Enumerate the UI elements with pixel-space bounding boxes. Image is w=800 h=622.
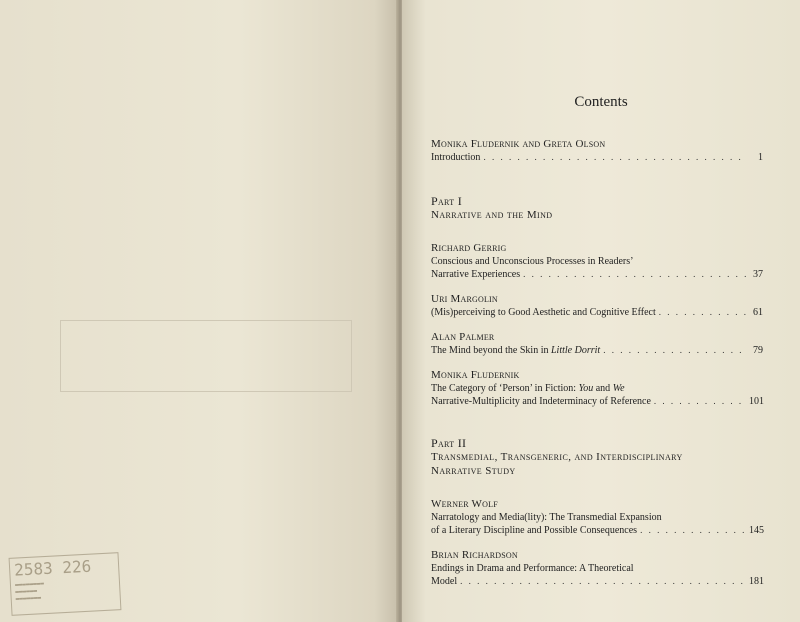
toc-entry-gerrig xyxy=(431,242,763,281)
toc-page-number: 79 xyxy=(753,345,763,356)
toc-author: Brian Richardson xyxy=(431,549,518,561)
toc-entry-wolf xyxy=(431,498,763,537)
toc-author: Uri Margolin xyxy=(431,293,498,305)
toc-title: Introduction xyxy=(431,152,481,163)
leader-dots xyxy=(640,524,746,537)
left-page xyxy=(0,0,398,622)
toc-page-number: 145 xyxy=(749,525,764,536)
part-title: Transmedial, Transgeneric, and Interdisciplinary xyxy=(431,451,683,463)
stamp-number: 2583 226 xyxy=(13,556,92,580)
toc-title: Narratology and Media(lity): The Transmedial Expansion xyxy=(431,512,662,523)
library-stamp: 2583 226 ▬▬▬▬▬▬▬▬ ▬▬▬▬▬▬ ▬▬▬▬▬▬▬ xyxy=(9,552,122,616)
leader-dots xyxy=(460,575,746,588)
toc-page-number: 101 xyxy=(749,396,764,407)
toc-author: Werner Wolf xyxy=(431,498,498,510)
toc-author: Alan Palmer xyxy=(431,331,495,343)
table-of-contents xyxy=(431,138,763,588)
toc-title-text: The Mind beyond the Skin in xyxy=(431,345,551,356)
toc-title-italic: We xyxy=(612,383,625,394)
toc-author: Richard Gerrig xyxy=(431,242,507,254)
cip-block-showthrough xyxy=(60,320,352,392)
part-title: Narrative Study xyxy=(431,465,516,477)
toc-title-italic: You xyxy=(578,383,594,394)
toc-entry-palmer xyxy=(431,331,763,357)
toc-line xyxy=(431,151,763,164)
toc-line xyxy=(431,395,763,408)
toc-title-text: and xyxy=(593,383,613,394)
toc-title: Conscious and Unconscious Processes in Readers’ xyxy=(431,256,634,267)
toc-page-number: 181 xyxy=(749,576,764,587)
toc-line xyxy=(431,268,763,281)
toc-line xyxy=(431,524,763,537)
toc-page-number: 1 xyxy=(758,152,763,163)
toc-title: of a Literary Discipline and Possible Consequences xyxy=(431,525,638,536)
toc-title: Narrative-Multiplicity and Indeterminacy of Reference xyxy=(431,396,651,407)
leader-dots xyxy=(603,344,746,357)
leader-dots xyxy=(654,395,746,408)
toc-entry-introduction xyxy=(431,138,763,164)
part-label: Part II xyxy=(431,436,467,450)
part-label: Part I xyxy=(431,194,462,208)
leader-dots xyxy=(523,268,746,281)
toc-entry-fludernik xyxy=(431,369,763,408)
toc-title-text: The Category of ‘Person’ in Fiction: xyxy=(431,383,579,394)
toc-line xyxy=(431,575,763,588)
toc-line xyxy=(431,306,763,319)
toc-title xyxy=(431,344,600,357)
leader-dots xyxy=(659,306,746,319)
toc-title: Model xyxy=(431,576,458,587)
toc-title: Narrative Experiences xyxy=(431,269,521,280)
toc-title-italic: Little Dorrit xyxy=(551,345,601,356)
toc-title: (Mis)perceiving to Good Aesthetic and Cognitive Effect xyxy=(431,307,656,318)
toc-entry-margolin xyxy=(431,293,763,319)
leader-dots xyxy=(483,151,746,164)
toc-author: Monika Fludernik xyxy=(431,369,520,381)
toc-page-number: 37 xyxy=(753,269,763,280)
toc-page-number: 61 xyxy=(753,307,763,318)
page-title: Contents xyxy=(574,94,628,110)
part-title: Narrative and the Mind xyxy=(431,209,553,221)
toc-line xyxy=(431,344,763,357)
toc-author: Monika Fludernik and Greta Olson xyxy=(431,138,606,150)
toc-entry-richardson xyxy=(431,549,763,588)
toc-title: Endings in Drama and Performance: A Theoretical xyxy=(431,563,634,574)
toc-title xyxy=(431,382,763,395)
